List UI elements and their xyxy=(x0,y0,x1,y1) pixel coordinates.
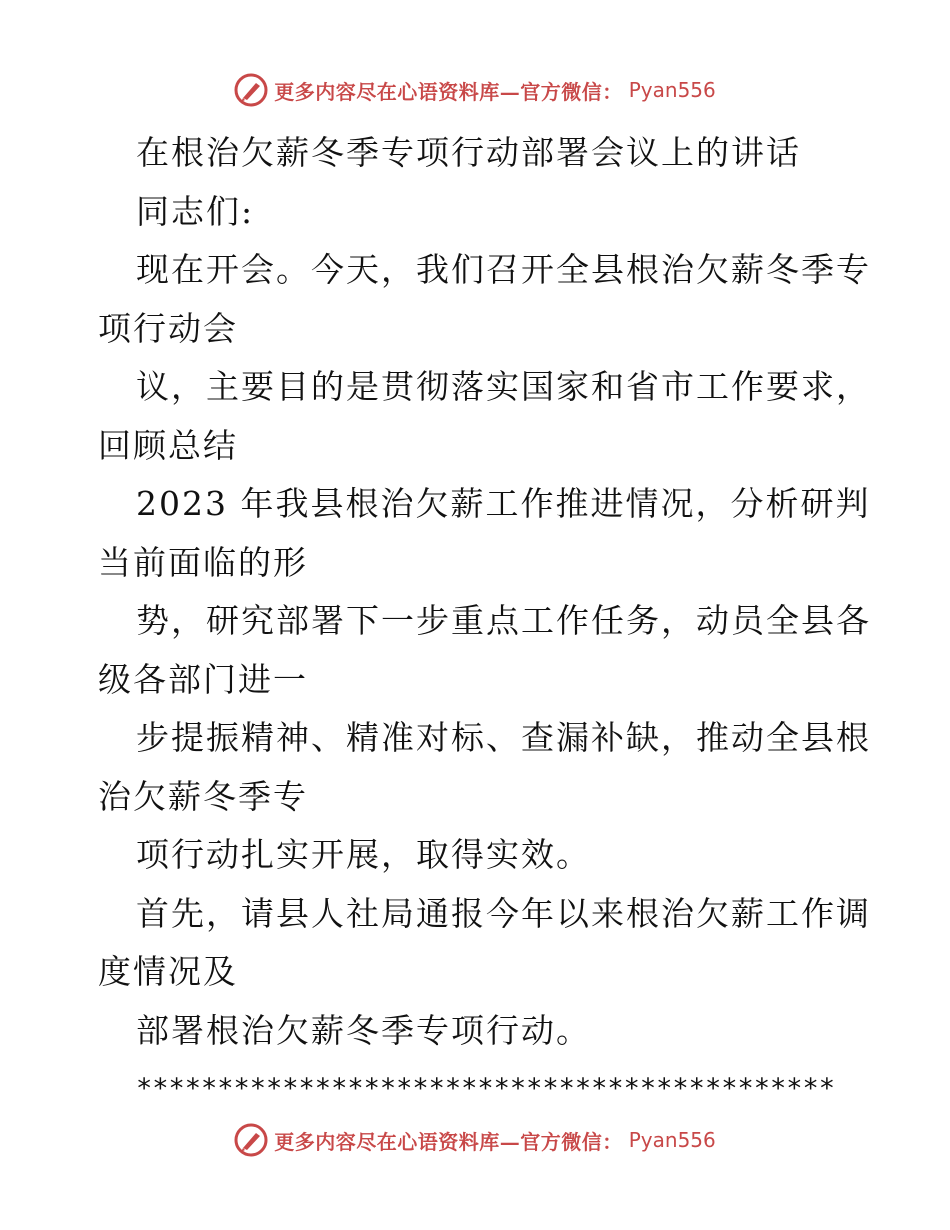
paragraph-line: 项行动会 xyxy=(98,308,238,348)
paragraph-line: 项行动扎实开展，取得实效。 xyxy=(136,835,591,874)
paragraph-line: 级各部门进一 xyxy=(98,659,308,699)
paragraph-line: 度情况及 xyxy=(98,952,238,991)
footer-banner xyxy=(0,1120,950,1160)
paragraph-line: 议，主要目的是贯彻落实国家和省市工作要求， xyxy=(136,367,871,406)
pen-logo-icon xyxy=(234,1123,268,1157)
paragraph-line: 治欠薪冬季专 xyxy=(98,776,308,816)
document-body xyxy=(98,124,871,1119)
paragraph-line: 势，研究部署下一步重点工作任务，动员全县各 xyxy=(136,601,871,640)
header-banner-text: 更多内容尽在心语资料库—官方微信： xyxy=(274,79,623,104)
paragraph-line: 当前面临的形 xyxy=(98,542,308,582)
paragraph-line: 现在开会。今天，我们召开全县根治欠薪冬季专 xyxy=(136,250,871,289)
paragraph-line: 2023 年我县根治欠薪工作推进情况，分析研判 xyxy=(136,484,871,523)
paragraph-line: 部署根治欠薪冬季专项行动。 xyxy=(136,1010,591,1050)
header-banner xyxy=(0,70,950,110)
paragraph-line: 步提振精神、精准对标、查漏补缺，推动全县根 xyxy=(136,718,871,757)
footer-banner-text: 更多内容尽在心语资料库—官方微信： xyxy=(274,1129,623,1154)
document-title: 在根治欠薪冬季专项行动部署会议上的讲话 xyxy=(136,133,801,172)
footer-banner-wechat-id: Pyan556 xyxy=(628,1128,716,1152)
paragraph-line: 首先，请县人社局通报今年以来根治欠薪工作调 xyxy=(136,893,871,933)
salutation: 同志们: xyxy=(136,191,255,231)
separator-stars: ******************************************* xyxy=(136,1073,835,1104)
pen-logo-icon xyxy=(234,73,268,107)
header-banner-wechat-id: Pyan556 xyxy=(628,78,716,102)
paragraph-line: 回顾总结 xyxy=(98,425,238,465)
